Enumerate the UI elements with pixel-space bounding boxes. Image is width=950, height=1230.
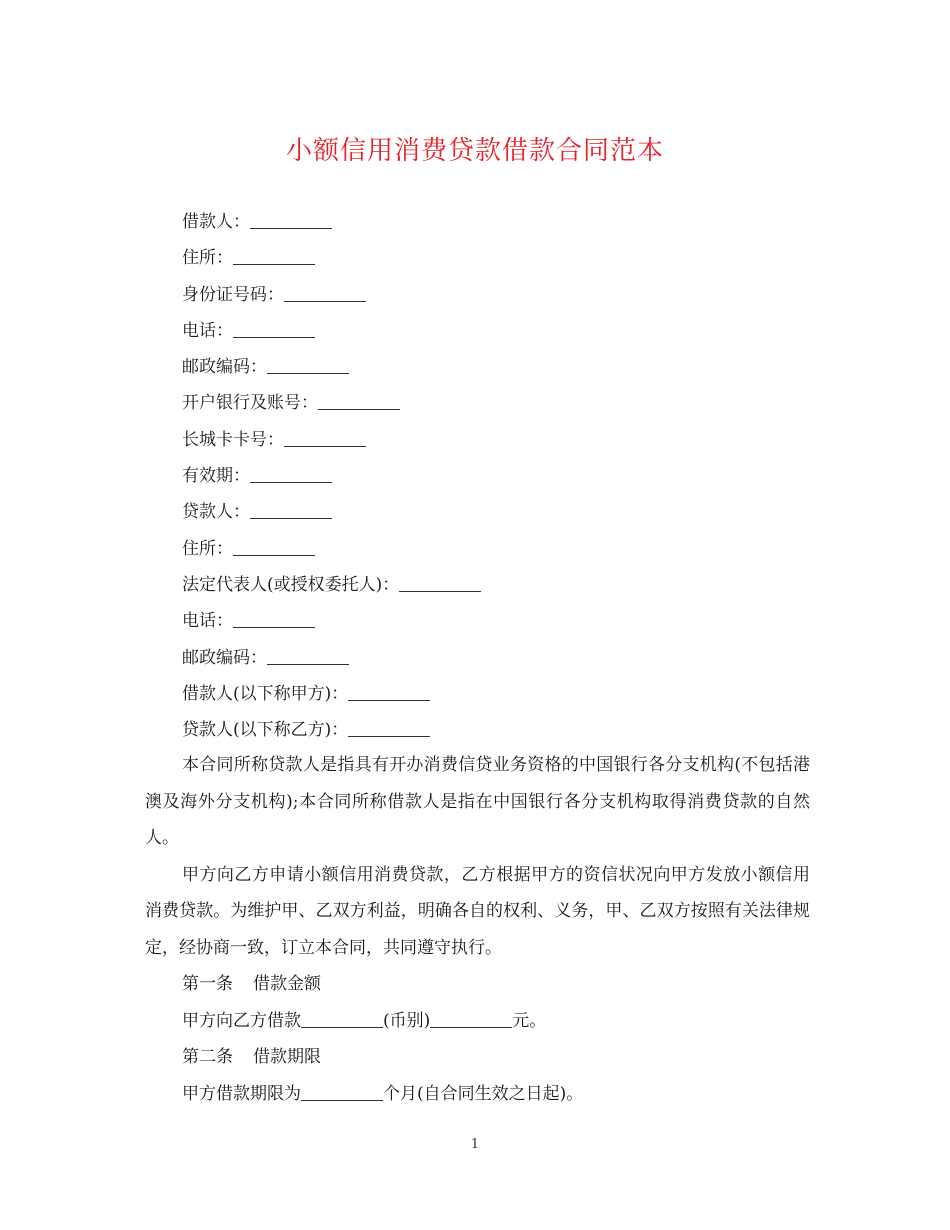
field-id-number: [182, 277, 481, 313]
field-bank-account: [182, 385, 481, 421]
field-label: 住所：: [182, 538, 233, 559]
document-title: 小额信用消费贷款借款合同范本: [285, 136, 664, 166]
article-text: 甲方借款期限为: [182, 1083, 301, 1104]
article-text: 元。: [512, 1010, 547, 1031]
blank-line: [233, 537, 315, 556]
blank-line: [318, 391, 400, 410]
blank-line: [233, 319, 315, 338]
field-lender: [182, 494, 481, 530]
field-borrower-address: [182, 240, 481, 276]
blank-line: [430, 1009, 512, 1028]
field-legal-representative: [182, 567, 481, 603]
field-label: 邮政编码：: [182, 357, 267, 378]
field-label: 电话：: [182, 320, 233, 341]
field-label: 住所：: [182, 248, 233, 269]
article-1-text: [145, 1003, 810, 1040]
article-2-text: [145, 1076, 810, 1113]
page-number: 1: [470, 1137, 480, 1152]
field-label: 邮政编码：: [182, 647, 267, 668]
field-borrower: [182, 204, 481, 240]
field-label: 借款人：: [182, 212, 250, 232]
blank-line: [284, 283, 366, 302]
contract-body: [145, 747, 810, 1112]
field-borrower-postcode: [182, 349, 481, 385]
article-2-heading: [145, 1039, 810, 1076]
blank-line: [250, 464, 332, 483]
article-text: (币别): [383, 1010, 431, 1031]
field-label: 身份证号码：: [182, 284, 284, 305]
field-label: 贷款人(以下称乙方)：: [182, 720, 349, 741]
blank-line: [301, 1009, 383, 1028]
article-title: 借款金额: [253, 974, 321, 994]
purpose-paragraph: 甲方向乙方申请小额信用消费贷款，乙方根据甲方的资信状况向甲方发放小额信用消费贷款。为维护甲、乙双方利益，明确各自的权利、义务，甲、乙双方按照有关法律规定，经协商一致，订立本合同，共同遵守执行。: [145, 864, 810, 958]
field-label: 开户银行及账号：: [182, 393, 318, 414]
article-text: 甲方向乙方借款: [182, 1010, 301, 1031]
field-label: 借款人(以下称甲方)：: [182, 683, 349, 704]
article-number: 第一条: [182, 974, 233, 994]
field-party-a: [182, 676, 481, 712]
party-fields: [182, 204, 481, 748]
definition-paragraph: 本合同所称贷款人是指具有开办消费信贷业务资格的中国银行各分支机构(不包括港澳及海外分支机构);本合同所称借款人是指在中国银行各分支机构取得消费贷款的自然人。: [145, 755, 810, 848]
blank-line: [399, 573, 481, 592]
field-party-b: [182, 712, 481, 748]
field-label: 有效期：: [182, 466, 250, 487]
blank-line: [348, 682, 430, 701]
field-lender-phone: [182, 603, 481, 639]
field-lender-address: [182, 531, 481, 567]
article-title: 借款期限: [253, 1047, 321, 1067]
blank-line: [301, 1082, 383, 1101]
field-lender-postcode: [182, 640, 481, 676]
article-1-heading: [145, 966, 810, 1003]
blank-line: [233, 246, 315, 265]
field-validity: [182, 458, 481, 494]
article-text: 个月(自合同生效之日起)。: [383, 1083, 584, 1104]
field-label: 电话：: [182, 611, 233, 632]
blank-line: [250, 210, 332, 229]
blank-line: [267, 355, 349, 374]
field-borrower-phone: [182, 313, 481, 349]
blank-line: [250, 500, 332, 519]
blank-line: [348, 718, 430, 737]
field-label: 法定代表人(或授权委托人)：: [182, 574, 400, 595]
article-number: 第二条: [182, 1047, 233, 1067]
field-label: 贷款人：: [182, 502, 250, 523]
blank-line: [267, 646, 349, 665]
field-card-number: [182, 422, 481, 458]
blank-line: [233, 609, 315, 628]
blank-line: [284, 428, 366, 447]
field-label: 长城卡卡号：: [182, 429, 284, 450]
